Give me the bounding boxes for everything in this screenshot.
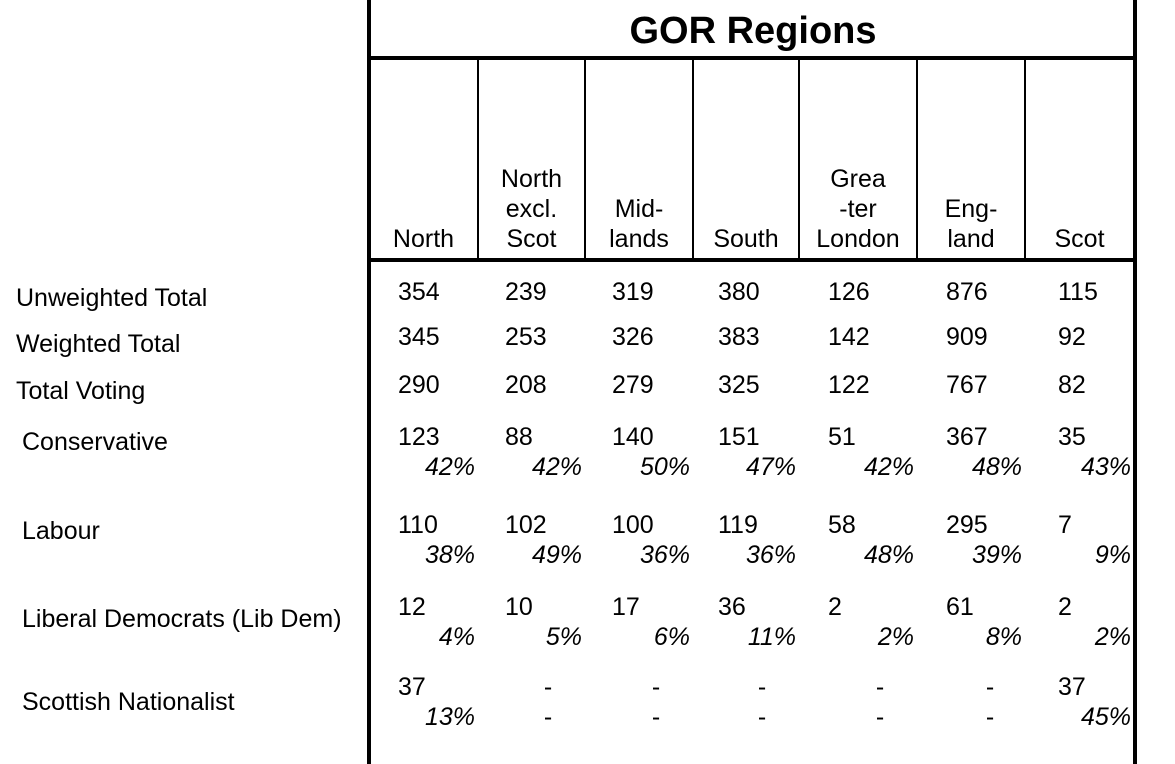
count-value: -	[985, 673, 995, 701]
row-label-liberal-democrats: Liberal Democrats (Lib Dem)	[22, 605, 342, 633]
count-value: 140	[612, 423, 654, 451]
column-header-greater-london: Grea -ter London	[816, 165, 900, 253]
percent-value: 47%	[745, 453, 796, 481]
percent-value: -	[651, 703, 661, 731]
total-value: 354	[398, 278, 440, 306]
column-header-scot: Scot	[1054, 225, 1105, 253]
total-value: 319	[612, 278, 654, 306]
count-value: 12	[398, 593, 426, 621]
count-value: 2	[828, 593, 842, 621]
percent-value: -	[757, 703, 767, 731]
percent-value: 38%	[424, 541, 475, 569]
total-value: 142	[828, 323, 870, 351]
row-label-weighted-total: Weighted Total	[16, 330, 181, 358]
percent-value: 2%	[1094, 623, 1131, 651]
row-label-conservative: Conservative	[22, 428, 168, 456]
percent-value: 6%	[653, 623, 690, 651]
count-value: 2	[1058, 593, 1072, 621]
count-value: -	[651, 673, 661, 701]
percent-value: 42%	[424, 453, 475, 481]
count-value: 17	[612, 593, 640, 621]
count-value: -	[543, 673, 553, 701]
table-right-border	[1133, 0, 1137, 764]
table-title: GOR Regions	[629, 10, 877, 52]
percent-value: 50%	[639, 453, 690, 481]
percent-value: 43%	[1080, 453, 1131, 481]
count-value: 51	[828, 423, 856, 451]
total-value: 380	[718, 278, 760, 306]
count-value: 37	[398, 673, 426, 701]
count-value: 35	[1058, 423, 1086, 451]
row-label-total-voting: Total Voting	[16, 377, 146, 405]
total-value: 253	[505, 323, 547, 351]
total-value: 279	[612, 371, 654, 399]
total-value: 126	[828, 278, 870, 306]
count-value: 88	[505, 423, 533, 451]
total-value: 909	[946, 323, 988, 351]
total-value: 767	[946, 371, 988, 399]
row-label-scottish-nationalist: Scottish Nationalist	[22, 688, 235, 716]
total-value: 208	[505, 371, 547, 399]
percent-value: 4%	[438, 623, 475, 651]
count-value: 123	[398, 423, 440, 451]
total-value: 345	[398, 323, 440, 351]
count-value: -	[875, 673, 885, 701]
percent-value: 42%	[863, 453, 914, 481]
count-value: 61	[946, 593, 974, 621]
column-header-england: Eng- land	[944, 195, 998, 253]
percent-value: -	[543, 703, 553, 731]
percent-value: -	[875, 703, 885, 731]
count-value: 58	[828, 511, 856, 539]
percent-value: 48%	[971, 453, 1022, 481]
percent-value: 11%	[747, 623, 796, 651]
percent-value: 48%	[863, 541, 914, 569]
percent-value: 39%	[971, 541, 1022, 569]
count-value: 119	[718, 511, 758, 539]
total-value: 383	[718, 323, 760, 351]
count-value: -	[757, 673, 767, 701]
total-value: 82	[1058, 371, 1086, 399]
count-value: 100	[612, 511, 654, 539]
header-divider	[367, 258, 1137, 262]
count-value: 7	[1058, 511, 1072, 539]
total-value: 290	[398, 371, 440, 399]
percent-value: 49%	[531, 541, 582, 569]
column-header-north-excl-scot: North excl. Scot	[500, 165, 563, 253]
count-value: 295	[946, 511, 988, 539]
percent-value: 36%	[745, 541, 796, 569]
column-header-south: South	[713, 225, 779, 253]
count-value: 102	[505, 511, 547, 539]
count-value: 110	[398, 511, 438, 539]
count-value: 10	[505, 593, 533, 621]
total-value: 325	[718, 371, 760, 399]
count-value: 367	[946, 423, 988, 451]
percent-value: 9%	[1094, 541, 1131, 569]
total-value: 115	[1058, 278, 1098, 306]
row-label-labour: Labour	[22, 517, 100, 545]
count-value: 36	[718, 593, 746, 621]
percent-value: -	[985, 703, 995, 731]
total-value: 239	[505, 278, 547, 306]
total-value: 122	[828, 371, 870, 399]
column-header-north: North	[392, 225, 455, 253]
percent-value: 2%	[877, 623, 914, 651]
total-value: 876	[946, 278, 988, 306]
count-value: 37	[1058, 673, 1086, 701]
total-value: 92	[1058, 323, 1086, 351]
column-header-midlands: Mid- lands	[609, 195, 669, 253]
percent-value: 36%	[639, 541, 690, 569]
total-value: 326	[612, 323, 654, 351]
percent-value: 13%	[424, 703, 475, 731]
percent-value: 5%	[545, 623, 582, 651]
percent-value: 8%	[985, 623, 1022, 651]
row-label-unweighted-total: Unweighted Total	[16, 284, 208, 312]
percent-value: 45%	[1080, 703, 1131, 731]
count-value: 151	[718, 423, 760, 451]
percent-value: 42%	[531, 453, 582, 481]
